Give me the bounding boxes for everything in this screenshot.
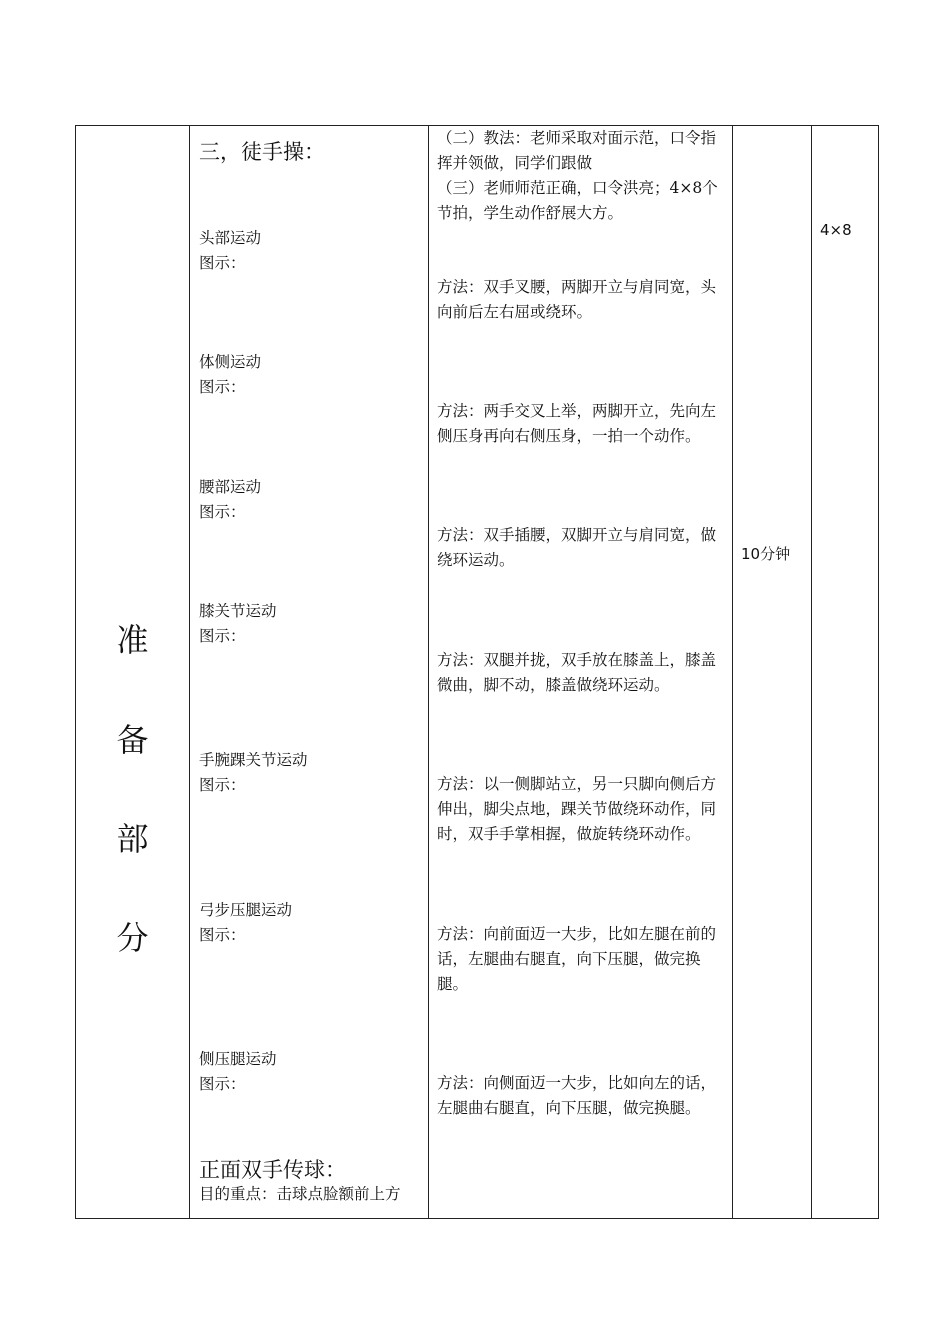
method-text: 方法：两手交叉上举，两脚开立，先向左侧压身再向右侧压身，一拍一个动作。 [437,402,717,445]
section-char: 部 [116,820,149,858]
lesson-table [75,125,879,1219]
methods-cell [428,126,732,1218]
time-cell [732,126,811,1218]
exercise-name: 侧压腿运动 [199,1050,277,1068]
section-char: 分 [116,919,149,957]
exercise-name: 膝关节运动 [199,602,277,620]
diagram-label: 图示： [199,1075,246,1093]
exercise-name: 弓步压腿运动 [199,901,293,919]
diagram-label: 图示： [199,776,246,794]
pass-goal: 目的重点：击球点脸额前上方 [199,1185,401,1203]
exercise-name: 腰部运动 [199,478,262,496]
method-text: 方法：向前面迈一大步，比如左腿在前的话，左腿曲右腿直，向下压腿，做完换腿。 [437,925,717,993]
exercise-name: 体侧运动 [199,353,262,371]
teaching-method: （三）老师师范正确，口令洪亮；4×8个节拍，学生动作舒展大方。 [437,179,718,222]
section-char: 准 [116,621,149,659]
content-cell [189,126,428,1218]
section-char: 备 [116,721,149,759]
method-text: 方法：双手叉腰，两脚开立与肩同宽，头向前后左右屈或绕环。 [437,278,717,321]
content-heading: 三，徒手操： [199,140,325,164]
teaching-method: （二）教法：老师采取对面示范，口令指挥并领做，同学们跟做 [437,129,717,172]
diagram-label: 图示： [199,503,246,521]
method-text: 方法：以一侧脚站立，另一只脚向侧后方伸出，脚尖点地，踝关节做绕环动作，同时，双手手掌相握，做旋转绕环动作。 [437,775,717,843]
count-value: 4×8 [820,221,852,239]
diagram-label: 图示： [199,378,246,396]
diagram-label: 图示： [199,254,246,272]
time-value: 10分钟 [741,545,791,563]
method-text: 方法：双手插腰，双脚开立与肩同宽，做绕环运动。 [437,526,717,569]
count-cell [811,126,879,1218]
diagram-label: 图示： [199,627,246,645]
diagram-label: 图示： [199,926,246,944]
exercise-name: 头部运动 [199,229,262,247]
method-text: 方法：向侧面迈一大步，比如向左的话，左腿曲右腿直，向下压腿，做完换腿。 [437,1074,717,1117]
section-cell [76,126,189,1218]
exercise-name: 手腕踝关节运动 [199,751,308,769]
pass-heading: 正面双手传球： [199,1158,346,1182]
method-text: 方法：双腿并拢，双手放在膝盖上，膝盖微曲，脚不动，膝盖做绕环运动。 [437,651,717,694]
